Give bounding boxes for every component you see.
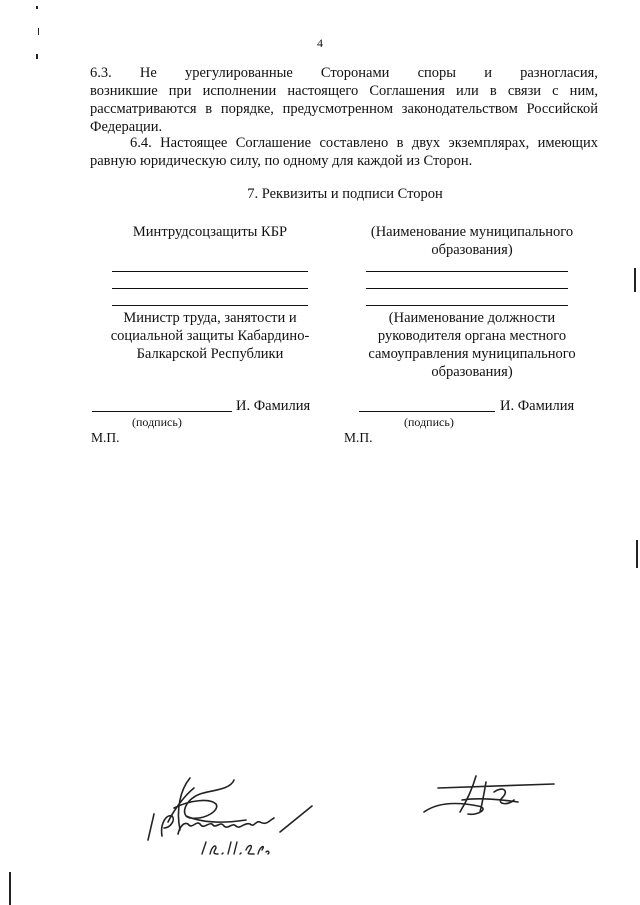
clause-word: споры (417, 65, 457, 81)
left-signer-name: И. Фамилия (236, 398, 311, 414)
signature-label: (подпись) (404, 415, 454, 429)
clause-word: 6.3. (90, 65, 112, 81)
signature-line (92, 411, 232, 412)
clause-6-3-text: возникшие при исполнении настоящего Соглашения или в связи с ним, рассматриваются в порядке, предусмотренном законодательством Российской Федерации. (90, 83, 598, 135)
scan-mark (9, 872, 11, 905)
left-party-position: Министр труда, занятости и социальной защиты Кабардино-Балкарской Республики (110, 310, 310, 362)
section-title: 7. Реквизиты и подписи Сторон (247, 186, 443, 202)
clause-6-3-first-line (90, 64, 598, 82)
scan-mark (636, 540, 638, 568)
clause-word: Сторонами (320, 65, 390, 81)
blank-line (366, 288, 568, 289)
blank-line (112, 271, 308, 272)
scan-mark (634, 268, 636, 292)
scan-mark (36, 54, 38, 59)
signature-label: (подпись) (132, 415, 182, 429)
clause-word: разногласия, (520, 65, 598, 81)
scan-mark (38, 28, 39, 35)
blank-line (366, 271, 568, 272)
blank-line (366, 305, 568, 306)
clause-word: Не (139, 65, 157, 81)
blank-line (112, 288, 308, 289)
right-signer-name: И. Фамилия (500, 398, 575, 414)
right-signature-scribble (418, 772, 558, 822)
clause-6-4-text: 6.4. Настоящее Соглашение составлено в двух экземплярах, имеющих равную юридическую силу, по одному для каждой из Сторон. (90, 135, 598, 169)
handwritten-date (200, 836, 272, 858)
stamp-label: М.П. (344, 430, 373, 445)
left-party-name: Минтрудсоцзащиты КБР (132, 224, 288, 240)
clause-word: и (484, 65, 492, 81)
right-party-name: (Наименование муниципального образования) (370, 224, 574, 258)
blank-line (112, 305, 308, 306)
signature-line (359, 411, 495, 412)
clause-word: урегулированные (184, 65, 293, 81)
right-party-position: (Наименование должности руководителя органа местного самоуправления муниципального образования) (368, 310, 576, 380)
stamp-label: М.П. (91, 430, 120, 445)
page-number: 4 (317, 36, 323, 50)
scan-mark (36, 6, 38, 9)
